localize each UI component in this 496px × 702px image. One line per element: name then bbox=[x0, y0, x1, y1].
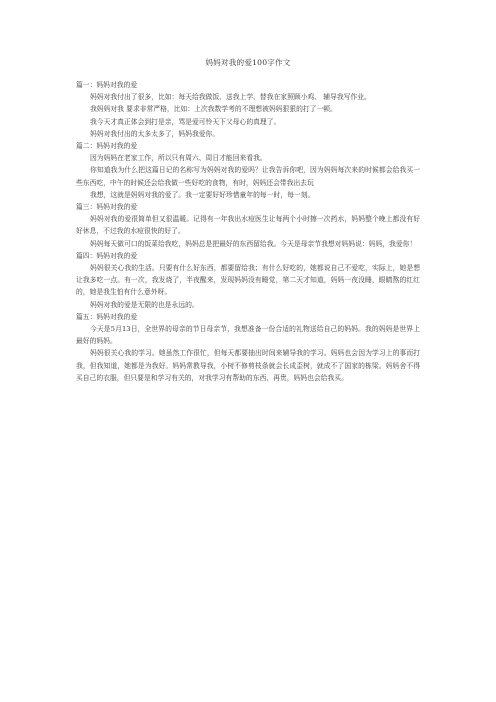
section-2 bbox=[76, 140, 420, 201]
section-heading: 篇三：妈妈对我的爱 bbox=[76, 203, 138, 212]
paragraph: 妈妈对我的爱很简单但又很温暖。记得有一年我出水痘医生让每两个小时擦一次药水，妈妈整个晚上都没有好好休息，不过我的水痘很快的好了。 bbox=[76, 215, 420, 236]
paragraph: 我今天才真正体会到打是亲，骂是爱可怜天下父母心的真理了。 bbox=[90, 117, 281, 126]
section-4 bbox=[76, 250, 420, 311]
document-title: 妈妈对我的爱100字作文 bbox=[205, 58, 291, 67]
paragraph: 我妈妈对我 要求非常严格，比如：上次我数学考的不理想被妈妈狠狠的打了一顿。 bbox=[90, 105, 337, 114]
section-heading: 篇一：妈妈对我的爱 bbox=[76, 81, 138, 89]
section-1 bbox=[76, 79, 420, 140]
paragraph: 妈妈很关心我的生活。只要有什么好东西，都要留给我；有什么好吃的，她都说自己不爱吃，实际上，她是想让我多吃一点。有一次，我发烧了，半夜醒来，发现妈妈没有睡觉，第二天才知道，妈妈一夜没睡，眼睛熬的红红的，她是我生怕有什么意外呀。 bbox=[76, 264, 420, 297]
paragraph: 我想，这就是妈妈对我的爱了。我一定要好好珍惜童年的每一时，每一刻。 bbox=[90, 190, 315, 199]
paragraph: 妈妈对我付出了很多，比如：每天给我做饭、送我上学、替我在家照顾小鸡、 辅导我写作业。 bbox=[90, 93, 371, 102]
paragraph: 因为妈妈在老家工作，所以只有周六、周日才能回来看我。 bbox=[90, 154, 267, 163]
paragraph: 你知道我为什么把这篇日记的名称写为妈妈对我的爱吗？让我告诉你吧，因为妈妈每次来的时候都会给我买一些东西吃，中午的时候还会给我做一些好吃的食物，有时，妈妈还会带我出去玩 bbox=[76, 166, 420, 187]
document-body bbox=[76, 79, 420, 384]
section-heading: 篇五：妈妈对我的爱 bbox=[76, 312, 138, 321]
paragraph: 妈妈对我付出的太多太多了，妈妈我爱你。 bbox=[90, 129, 220, 138]
paragraph: 妈妈每天做可口的饭菜给我吃，妈妈总是把最好的东西留给我。今天是母亲节我想对妈妈说：妈妈，我爱你！ bbox=[90, 239, 417, 248]
paragraph: 妈妈对我的爱是无限的也是永远的。 bbox=[90, 300, 199, 309]
section-heading: 篇二：妈妈对我的爱 bbox=[76, 142, 138, 151]
paragraph: 妈妈很关心我的学习。她虽然工作很忙，但每天都要抽出时间来辅导我的学习。妈妈也会因为学习上的事而打我，但我知道，她都是为我好。妈妈常教导我，小树不修剪枝条就会长成歪树，就成不了国家的栋梁。妈妈舍不得买自己的衣服，但只要是和学习有关的，对我学习有帮助的东西，再贵，妈妈也会给我买。 bbox=[76, 349, 420, 382]
section-3 bbox=[76, 201, 420, 250]
section-heading: 篇四：妈妈对我的爱 bbox=[76, 251, 138, 260]
section-5 bbox=[76, 311, 420, 384]
paragraph: 今天是5月13日，全世界的母亲的节日母亲节，我想准备一份合适的礼物送给自己的妈妈。我的妈妈是世界上最好的妈妈。 bbox=[76, 325, 420, 346]
